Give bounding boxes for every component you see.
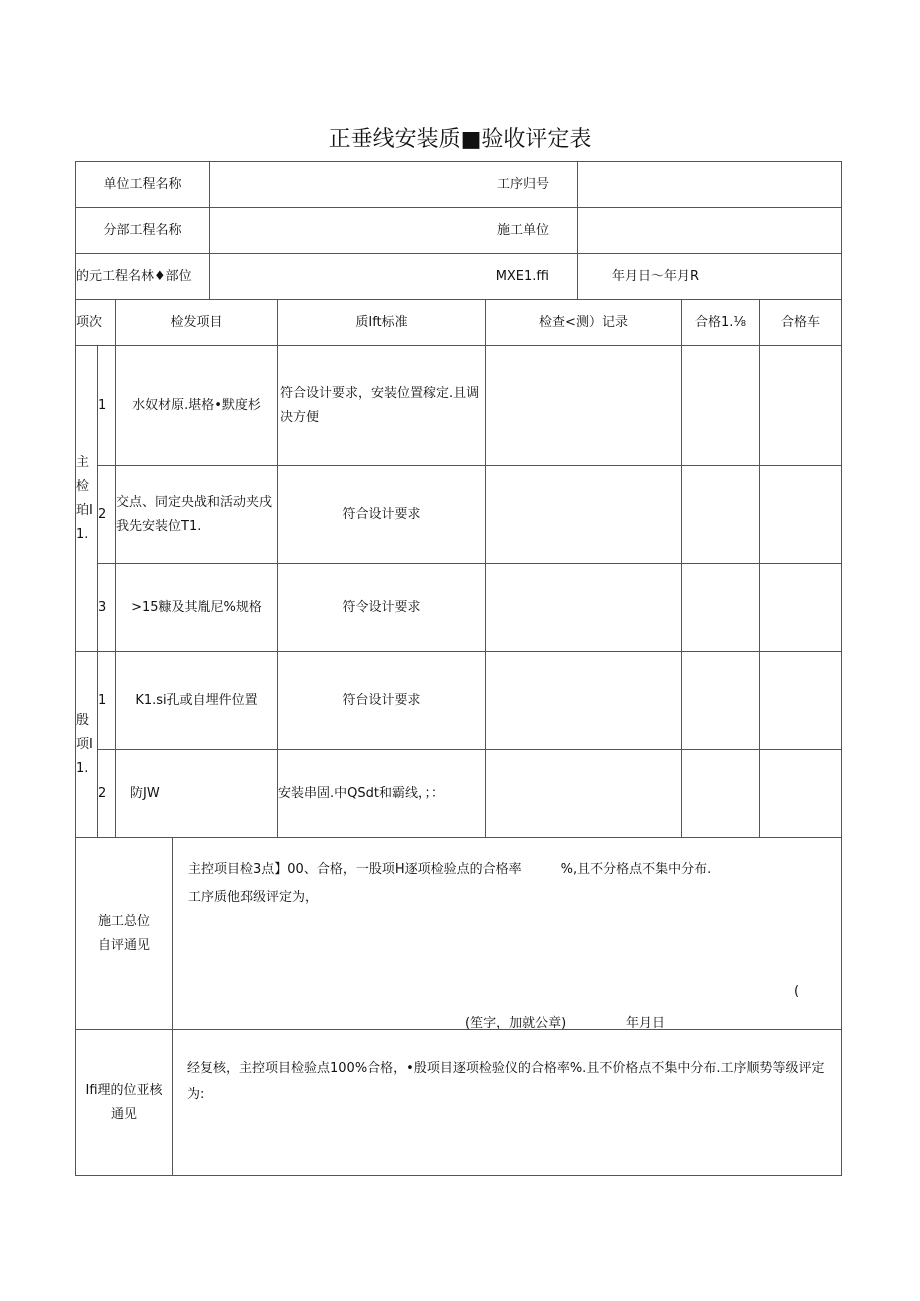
item-no: 2: [97, 465, 116, 564]
col-header-standard: 质Ift标准: [277, 299, 486, 346]
pass-rate-cell[interactable]: [759, 563, 842, 652]
pass-rate-cell[interactable]: [759, 749, 842, 838]
self-eval-date: 年月日: [626, 1016, 666, 1031]
contractor-field[interactable]: [577, 207, 842, 254]
pass-rate-cell[interactable]: [759, 465, 842, 564]
col-header-item: 检发项目: [115, 299, 278, 346]
record-cell[interactable]: [485, 651, 682, 750]
col-header-index: 项次: [75, 299, 116, 346]
item-no: 3: [97, 563, 116, 652]
element-project-label: 的元工程名林♦部位: [75, 253, 210, 300]
item-no: 2: [97, 749, 116, 838]
process-no-label: 工序归号: [209, 161, 578, 208]
unit-project-label: 单位工程名称: [75, 161, 210, 208]
pass-count-cell[interactable]: [681, 749, 760, 838]
self-eval-line1: 主控项目检3点】00、合格，一股项H逐项检验点的合格率 %,且不分格点不集中分布.: [188, 862, 712, 877]
signature-note: (笙字，加就公章): [465, 1016, 567, 1031]
col-header-pass-rate: 合格车: [759, 299, 842, 346]
record-cell[interactable]: [485, 563, 682, 652]
record-cell[interactable]: [485, 465, 682, 564]
col-header-pass-count: 合格1.⅛: [681, 299, 760, 346]
form-title: 正垂线安装质■验收评定表: [328, 127, 592, 152]
item-standard: 符台设计要求: [277, 651, 486, 750]
item-no: 1: [97, 345, 116, 466]
item-name: 防JW: [115, 749, 278, 838]
pass-count-cell[interactable]: [681, 345, 760, 466]
item-standard: 安装串固.中QSdt和霸线，；：: [277, 749, 486, 838]
self-eval-label: 施工总位自评通见: [75, 837, 173, 1030]
item-standard: 符合设计要求: [277, 465, 486, 564]
group-general-label: 殷项I1.: [75, 651, 98, 838]
group-main-control-label: 主检珀I1.: [75, 345, 98, 652]
item-no: 1: [97, 651, 116, 750]
self-eval-line2: 工序质他邳级评定为，: [188, 890, 319, 905]
record-cell[interactable]: [485, 345, 682, 466]
pass-rate-cell[interactable]: [759, 651, 842, 750]
item-name: >15糠及其胤尼%规格: [115, 563, 278, 652]
sub-project-label: 分部工程名称: [75, 207, 210, 254]
item-standard: 符合设计要求，安装位置稼定.且调决方便: [277, 345, 486, 466]
process-no-field[interactable]: [577, 161, 842, 208]
contractor-label: 施工单位: [209, 207, 578, 254]
pass-rate-cell[interactable]: [759, 345, 842, 466]
item-standard: 符令设计要求: [277, 563, 486, 652]
pass-count-cell[interactable]: [681, 563, 760, 652]
item-name: 交点、同定央战和活动夹戌我先安装位T1.: [115, 465, 278, 564]
col-header-record: 检查<测）记录: [485, 299, 682, 346]
item-name: 水奴材原.堪格•默度杉: [115, 345, 278, 466]
date-label: MXE1.ffi: [209, 253, 578, 300]
record-cell[interactable]: [485, 749, 682, 838]
item-name: K1.si孔或自埋件位置: [115, 651, 278, 750]
date-field[interactable]: 年月日〜年月R: [577, 253, 842, 300]
self-eval-paren: (: [794, 984, 800, 999]
pass-count-cell[interactable]: [681, 465, 760, 564]
review-label: Ifi理的位亚核通见: [75, 1029, 173, 1176]
pass-count-cell[interactable]: [681, 651, 760, 750]
review-text[interactable]: 经复核，主控项目检验点100%合格，•殷项目逐项检验仪的合格率%.且不价格点不集中分布.工序顺势等级评定为:: [172, 1029, 842, 1176]
